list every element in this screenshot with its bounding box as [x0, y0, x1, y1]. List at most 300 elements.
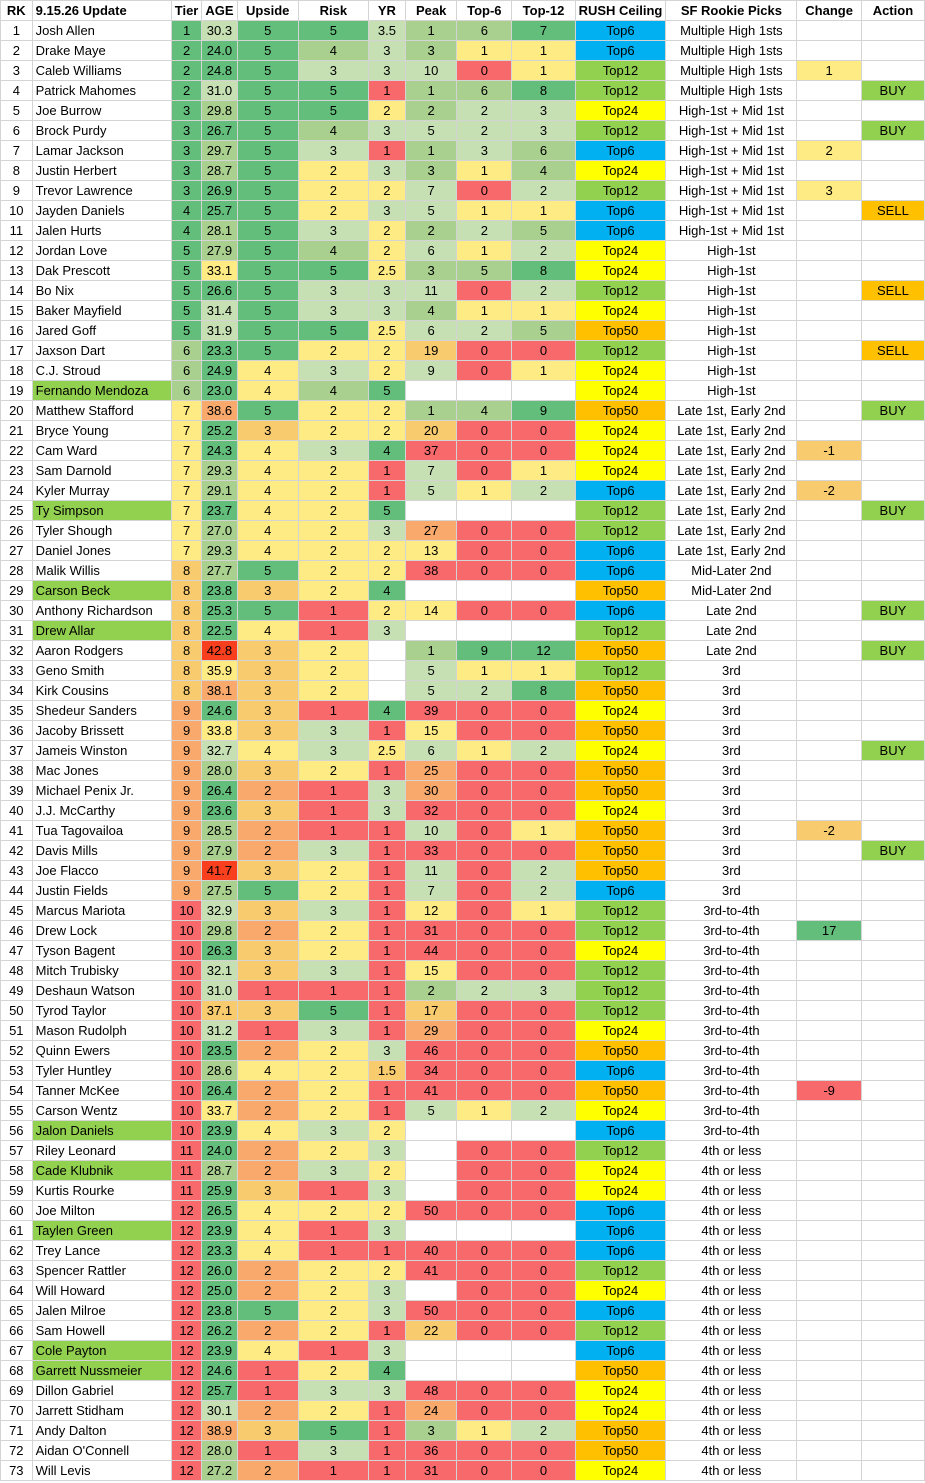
upside-cell[interactable]: 3 [237, 901, 298, 921]
player-name-cell[interactable]: Bo Nix [32, 281, 171, 301]
rk-cell[interactable]: 43 [1, 861, 33, 881]
risk-cell[interactable]: 2 [298, 1061, 368, 1081]
rk-cell[interactable]: 70 [1, 1401, 33, 1421]
age-cell[interactable]: 26.4 [202, 1081, 237, 1101]
action-cell[interactable] [861, 381, 924, 401]
risk-cell[interactable]: 2 [298, 1081, 368, 1101]
tier-cell[interactable]: 11 [171, 1161, 202, 1181]
change-cell[interactable] [797, 661, 861, 681]
peak-cell[interactable]: 30 [406, 781, 457, 801]
rush-ceiling-cell[interactable]: Top24 [575, 801, 666, 821]
sf-rookie-picks-cell[interactable]: Late 2nd [666, 601, 797, 621]
top12-cell[interactable] [512, 621, 575, 641]
yr-cell[interactable]: 1 [368, 1081, 405, 1101]
rk-cell[interactable]: 50 [1, 1001, 33, 1021]
rush-ceiling-cell[interactable]: Top24 [575, 241, 666, 261]
risk-cell[interactable]: 1 [298, 601, 368, 621]
rush-ceiling-cell[interactable]: Top6 [575, 21, 666, 41]
upside-cell[interactable]: 5 [237, 21, 298, 41]
yr-cell[interactable]: 4 [368, 701, 405, 721]
player-name-cell[interactable]: Brock Purdy [32, 121, 171, 141]
top12-cell[interactable] [512, 501, 575, 521]
age-cell[interactable]: 29.7 [202, 141, 237, 161]
peak-cell[interactable] [406, 1121, 457, 1141]
action-cell[interactable] [861, 301, 924, 321]
rush-ceiling-cell[interactable]: Top50 [575, 1081, 666, 1101]
age-cell[interactable]: 30.3 [202, 21, 237, 41]
change-cell[interactable] [797, 681, 861, 701]
peak-cell[interactable]: 24 [406, 1401, 457, 1421]
risk-cell[interactable]: 1 [298, 1221, 368, 1241]
tier-cell[interactable]: 10 [171, 1001, 202, 1021]
age-cell[interactable]: 29.8 [202, 101, 237, 121]
sf-rookie-picks-cell[interactable]: Late 1st, Early 2nd [666, 401, 797, 421]
age-cell[interactable]: 22.5 [202, 621, 237, 641]
risk-cell[interactable]: 4 [298, 241, 368, 261]
peak-cell[interactable]: 50 [406, 1301, 457, 1321]
age-cell[interactable]: 27.9 [202, 841, 237, 861]
upside-cell[interactable]: 3 [237, 1181, 298, 1201]
rush-ceiling-cell[interactable]: Top24 [575, 701, 666, 721]
risk-cell[interactable]: 2 [298, 481, 368, 501]
action-cell[interactable] [861, 1461, 924, 1481]
top6-cell[interactable] [457, 1361, 512, 1381]
tier-cell[interactable]: 9 [171, 781, 202, 801]
yr-cell[interactable]: 2 [368, 601, 405, 621]
peak-cell[interactable] [406, 381, 457, 401]
sf-rookie-picks-cell[interactable]: Multiple High 1sts [666, 41, 797, 61]
risk-cell[interactable]: 2 [298, 421, 368, 441]
top12-cell[interactable]: 0 [512, 1021, 575, 1041]
header-age[interactable]: AGE [202, 1, 237, 21]
top12-cell[interactable]: 1 [512, 201, 575, 221]
rk-cell[interactable]: 63 [1, 1261, 33, 1281]
header-change[interactable]: Change [797, 1, 861, 21]
tier-cell[interactable]: 4 [171, 201, 202, 221]
peak-cell[interactable] [406, 1161, 457, 1181]
risk-cell[interactable]: 3 [298, 361, 368, 381]
risk-cell[interactable]: 2 [298, 561, 368, 581]
rush-ceiling-cell[interactable]: Top50 [575, 761, 666, 781]
action-cell[interactable] [861, 221, 924, 241]
top12-cell[interactable]: 0 [512, 941, 575, 961]
rush-ceiling-cell[interactable]: Top6 [575, 1221, 666, 1241]
risk-cell[interactable]: 3 [298, 1021, 368, 1041]
risk-cell[interactable]: 2 [298, 521, 368, 541]
yr-cell[interactable]: 2 [368, 241, 405, 261]
peak-cell[interactable]: 6 [406, 241, 457, 261]
rush-ceiling-cell[interactable]: Top12 [575, 81, 666, 101]
change-cell[interactable] [797, 801, 861, 821]
sf-rookie-picks-cell[interactable]: Late 1st, Early 2nd [666, 521, 797, 541]
risk-cell[interactable]: 3 [298, 221, 368, 241]
change-cell[interactable] [797, 21, 861, 41]
tier-cell[interactable]: 12 [171, 1361, 202, 1381]
age-cell[interactable]: 23.0 [202, 381, 237, 401]
upside-cell[interactable]: 5 [237, 241, 298, 261]
sf-rookie-picks-cell[interactable]: 3rd-to-4th [666, 1001, 797, 1021]
risk-cell[interactable]: 1 [298, 1181, 368, 1201]
top6-cell[interactable]: 0 [457, 941, 512, 961]
yr-cell[interactable]: 2 [368, 541, 405, 561]
rush-ceiling-cell[interactable]: Top50 [575, 1041, 666, 1061]
yr-cell[interactable]: 2 [368, 1201, 405, 1221]
change-cell[interactable] [797, 461, 861, 481]
risk-cell[interactable]: 2 [298, 1361, 368, 1381]
upside-cell[interactable]: 4 [237, 1121, 298, 1141]
rush-ceiling-cell[interactable]: Top24 [575, 1101, 666, 1121]
tier-cell[interactable]: 8 [171, 681, 202, 701]
rk-cell[interactable]: 39 [1, 781, 33, 801]
risk-cell[interactable]: 3 [298, 441, 368, 461]
risk-cell[interactable]: 2 [298, 641, 368, 661]
rush-ceiling-cell[interactable]: Top50 [575, 1421, 666, 1441]
sf-rookie-picks-cell[interactable]: 4th or less [666, 1161, 797, 1181]
tier-cell[interactable]: 12 [171, 1461, 202, 1481]
tier-cell[interactable]: 12 [171, 1441, 202, 1461]
upside-cell[interactable]: 3 [237, 641, 298, 661]
tier-cell[interactable]: 12 [171, 1241, 202, 1261]
rush-ceiling-cell[interactable]: Top24 [575, 461, 666, 481]
action-cell[interactable] [861, 681, 924, 701]
age-cell[interactable]: 25.2 [202, 421, 237, 441]
change-cell[interactable] [797, 381, 861, 401]
rush-ceiling-cell[interactable]: Top12 [575, 341, 666, 361]
rush-ceiling-cell[interactable]: Top50 [575, 641, 666, 661]
action-cell[interactable] [861, 421, 924, 441]
top6-cell[interactable]: 0 [457, 601, 512, 621]
yr-cell[interactable]: 2 [368, 1121, 405, 1141]
yr-cell[interactable]: 2 [368, 1161, 405, 1181]
change-cell[interactable]: -9 [797, 1081, 861, 1101]
risk-cell[interactable]: 2 [298, 681, 368, 701]
rush-ceiling-cell[interactable]: Top24 [575, 1381, 666, 1401]
upside-cell[interactable]: 4 [237, 621, 298, 641]
peak-cell[interactable] [406, 1221, 457, 1241]
top6-cell[interactable] [457, 1221, 512, 1241]
tier-cell[interactable]: 10 [171, 1041, 202, 1061]
top6-cell[interactable]: 0 [457, 721, 512, 741]
change-cell[interactable] [797, 41, 861, 61]
top12-cell[interactable]: 12 [512, 641, 575, 661]
peak-cell[interactable] [406, 1181, 457, 1201]
top12-cell[interactable]: 0 [512, 441, 575, 461]
player-name-cell[interactable]: Will Levis [32, 1461, 171, 1481]
age-cell[interactable]: 24.8 [202, 61, 237, 81]
player-name-cell[interactable]: Sam Darnold [32, 461, 171, 481]
top12-cell[interactable]: 2 [512, 741, 575, 761]
rush-ceiling-cell[interactable]: Top12 [575, 521, 666, 541]
rush-ceiling-cell[interactable]: Top50 [575, 821, 666, 841]
yr-cell[interactable]: 3 [368, 1221, 405, 1241]
sf-rookie-picks-cell[interactable]: 3rd [666, 821, 797, 841]
yr-cell[interactable]: 1 [368, 1441, 405, 1461]
peak-cell[interactable]: 20 [406, 421, 457, 441]
yr-cell[interactable]: 1 [368, 821, 405, 841]
top12-cell[interactable]: 8 [512, 81, 575, 101]
change-cell[interactable] [797, 1121, 861, 1141]
sf-rookie-picks-cell[interactable]: High-1st + Mid 1st [666, 121, 797, 141]
age-cell[interactable]: 31.4 [202, 301, 237, 321]
yr-cell[interactable]: 3 [368, 201, 405, 221]
yr-cell[interactable]: 3 [368, 781, 405, 801]
upside-cell[interactable]: 3 [237, 721, 298, 741]
top12-cell[interactable] [512, 381, 575, 401]
top12-cell[interactable]: 2 [512, 241, 575, 261]
player-name-cell[interactable]: Baker Mayfield [32, 301, 171, 321]
peak-cell[interactable]: 46 [406, 1041, 457, 1061]
risk-cell[interactable]: 2 [298, 1261, 368, 1281]
yr-cell[interactable]: 1 [368, 981, 405, 1001]
age-cell[interactable]: 27.9 [202, 241, 237, 261]
age-cell[interactable]: 41.7 [202, 861, 237, 881]
change-cell[interactable] [797, 1401, 861, 1421]
sf-rookie-picks-cell[interactable]: 3rd-to-4th [666, 981, 797, 1001]
top6-cell[interactable]: 0 [457, 821, 512, 841]
header-sf-rookie-picks[interactable]: SF Rookie Picks [666, 1, 797, 21]
player-name-cell[interactable]: Tanner McKee [32, 1081, 171, 1101]
age-cell[interactable]: 32.9 [202, 901, 237, 921]
action-cell[interactable] [861, 1221, 924, 1241]
change-cell[interactable] [797, 881, 861, 901]
tier-cell[interactable]: 10 [171, 901, 202, 921]
yr-cell[interactable]: 3 [368, 161, 405, 181]
action-cell[interactable] [861, 1241, 924, 1261]
age-cell[interactable]: 23.9 [202, 1121, 237, 1141]
action-cell[interactable]: BUY [861, 641, 924, 661]
top12-cell[interactable]: 0 [512, 1241, 575, 1261]
risk-cell[interactable]: 2 [298, 661, 368, 681]
rk-cell[interactable]: 27 [1, 541, 33, 561]
action-cell[interactable] [861, 801, 924, 821]
action-cell[interactable] [861, 1021, 924, 1041]
player-name-cell[interactable]: Taylen Green [32, 1221, 171, 1241]
risk-cell[interactable]: 3 [298, 1121, 368, 1141]
upside-cell[interactable]: 5 [237, 61, 298, 81]
top6-cell[interactable]: 1 [457, 661, 512, 681]
sf-rookie-picks-cell[interactable]: Late 1st, Early 2nd [666, 421, 797, 441]
sf-rookie-picks-cell[interactable]: High-1st + Mid 1st [666, 181, 797, 201]
player-name-cell[interactable]: Drew Allar [32, 621, 171, 641]
age-cell[interactable]: 31.9 [202, 321, 237, 341]
upside-cell[interactable]: 4 [237, 1341, 298, 1361]
sf-rookie-picks-cell[interactable]: 4th or less [666, 1301, 797, 1321]
rk-cell[interactable]: 69 [1, 1381, 33, 1401]
top6-cell[interactable]: 0 [457, 461, 512, 481]
rush-ceiling-cell[interactable]: Top6 [575, 1341, 666, 1361]
top6-cell[interactable] [457, 381, 512, 401]
change-cell[interactable] [797, 121, 861, 141]
risk-cell[interactable]: 2 [298, 581, 368, 601]
action-cell[interactable] [861, 361, 924, 381]
top12-cell[interactable]: 1 [512, 461, 575, 481]
rk-cell[interactable]: 17 [1, 341, 33, 361]
yr-cell[interactable]: 1 [368, 1021, 405, 1041]
tier-cell[interactable]: 8 [171, 641, 202, 661]
yr-cell[interactable]: 1 [368, 761, 405, 781]
peak-cell[interactable]: 13 [406, 541, 457, 561]
rk-cell[interactable]: 11 [1, 221, 33, 241]
action-cell[interactable] [861, 441, 924, 461]
rk-cell[interactable]: 19 [1, 381, 33, 401]
action-cell[interactable]: BUY [861, 121, 924, 141]
top6-cell[interactable] [457, 1341, 512, 1361]
age-cell[interactable]: 23.3 [202, 1241, 237, 1261]
sf-rookie-picks-cell[interactable]: 3rd [666, 781, 797, 801]
age-cell[interactable]: 23.8 [202, 1301, 237, 1321]
change-cell[interactable] [797, 281, 861, 301]
upside-cell[interactable]: 1 [237, 1361, 298, 1381]
yr-cell[interactable]: 1 [368, 941, 405, 961]
age-cell[interactable]: 33.7 [202, 1101, 237, 1121]
player-name-cell[interactable]: Dillon Gabriel [32, 1381, 171, 1401]
tier-cell[interactable]: 11 [171, 1141, 202, 1161]
upside-cell[interactable]: 3 [237, 1421, 298, 1441]
sf-rookie-picks-cell[interactable]: 4th or less [666, 1261, 797, 1281]
sf-rookie-picks-cell[interactable]: 3rd-to-4th [666, 1041, 797, 1061]
top6-cell[interactable]: 0 [457, 61, 512, 81]
tier-cell[interactable]: 9 [171, 741, 202, 761]
yr-cell[interactable] [368, 661, 405, 681]
rk-cell[interactable]: 25 [1, 501, 33, 521]
top6-cell[interactable]: 0 [457, 1261, 512, 1281]
tier-cell[interactable]: 7 [171, 461, 202, 481]
change-cell[interactable] [797, 1181, 861, 1201]
age-cell[interactable]: 24.6 [202, 701, 237, 721]
sf-rookie-picks-cell[interactable]: Mid-Later 2nd [666, 561, 797, 581]
risk-cell[interactable]: 2 [298, 401, 368, 421]
rush-ceiling-cell[interactable]: Top6 [575, 481, 666, 501]
top12-cell[interactable]: 0 [512, 801, 575, 821]
tier-cell[interactable]: 5 [171, 321, 202, 341]
action-cell[interactable] [861, 821, 924, 841]
upside-cell[interactable]: 3 [237, 1001, 298, 1021]
top12-cell[interactable]: 0 [512, 341, 575, 361]
change-cell[interactable] [797, 701, 861, 721]
risk-cell[interactable]: 3 [298, 1441, 368, 1461]
rk-cell[interactable]: 66 [1, 1321, 33, 1341]
upside-cell[interactable]: 5 [237, 201, 298, 221]
rk-cell[interactable]: 20 [1, 401, 33, 421]
action-cell[interactable] [861, 461, 924, 481]
action-cell[interactable] [861, 1001, 924, 1021]
player-name-cell[interactable]: Bryce Young [32, 421, 171, 441]
rk-cell[interactable]: 64 [1, 1281, 33, 1301]
change-cell[interactable] [797, 941, 861, 961]
top6-cell[interactable]: 2 [457, 981, 512, 1001]
yr-cell[interactable]: 3 [368, 521, 405, 541]
sf-rookie-picks-cell[interactable]: 3rd-to-4th [666, 1081, 797, 1101]
age-cell[interactable]: 23.5 [202, 1041, 237, 1061]
rk-cell[interactable]: 3 [1, 61, 33, 81]
rk-cell[interactable]: 29 [1, 581, 33, 601]
peak-cell[interactable]: 39 [406, 701, 457, 721]
top6-cell[interactable]: 1 [457, 161, 512, 181]
action-cell[interactable] [861, 1141, 924, 1161]
sf-rookie-picks-cell[interactable]: High-1st [666, 301, 797, 321]
upside-cell[interactable]: 4 [237, 381, 298, 401]
player-name-cell[interactable]: Lamar Jackson [32, 141, 171, 161]
header-update[interactable]: 9.15.26 Update [32, 1, 171, 21]
change-cell[interactable] [797, 201, 861, 221]
sf-rookie-picks-cell[interactable]: 3rd-to-4th [666, 1061, 797, 1081]
player-name-cell[interactable]: Josh Allen [32, 21, 171, 41]
age-cell[interactable]: 23.8 [202, 581, 237, 601]
action-cell[interactable] [861, 61, 924, 81]
action-cell[interactable] [861, 1301, 924, 1321]
rush-ceiling-cell[interactable]: Top12 [575, 661, 666, 681]
age-cell[interactable]: 26.5 [202, 1201, 237, 1221]
upside-cell[interactable]: 3 [237, 961, 298, 981]
tier-cell[interactable]: 12 [171, 1301, 202, 1321]
rush-ceiling-cell[interactable]: Top24 [575, 1281, 666, 1301]
sf-rookie-picks-cell[interactable]: High-1st + Mid 1st [666, 221, 797, 241]
change-cell[interactable] [797, 981, 861, 1001]
yr-cell[interactable]: 2.5 [368, 261, 405, 281]
top12-cell[interactable]: 1 [512, 61, 575, 81]
yr-cell[interactable]: 3 [368, 801, 405, 821]
yr-cell[interactable]: 2 [368, 181, 405, 201]
upside-cell[interactable]: 4 [237, 541, 298, 561]
risk-cell[interactable]: 2 [298, 861, 368, 881]
upside-cell[interactable]: 5 [237, 221, 298, 241]
player-name-cell[interactable]: Caleb Williams [32, 61, 171, 81]
age-cell[interactable]: 26.0 [202, 1261, 237, 1281]
action-cell[interactable] [861, 881, 924, 901]
rk-cell[interactable]: 65 [1, 1301, 33, 1321]
rush-ceiling-cell[interactable]: Top6 [575, 1241, 666, 1261]
change-cell[interactable]: 1 [797, 61, 861, 81]
player-name-cell[interactable]: Joe Milton [32, 1201, 171, 1221]
rk-cell[interactable]: 56 [1, 1121, 33, 1141]
peak-cell[interactable]: 29 [406, 1021, 457, 1041]
player-name-cell[interactable]: Cam Ward [32, 441, 171, 461]
top12-cell[interactable]: 2 [512, 1101, 575, 1121]
change-cell[interactable] [797, 1461, 861, 1481]
rk-cell[interactable]: 30 [1, 601, 33, 621]
risk-cell[interactable]: 3 [298, 841, 368, 861]
top12-cell[interactable]: 0 [512, 1301, 575, 1321]
top6-cell[interactable]: 0 [457, 1461, 512, 1481]
tier-cell[interactable]: 5 [171, 281, 202, 301]
risk-cell[interactable]: 2 [298, 1041, 368, 1061]
player-name-cell[interactable]: Jameis Winston [32, 741, 171, 761]
change-cell[interactable] [797, 301, 861, 321]
age-cell[interactable]: 27.7 [202, 561, 237, 581]
tier-cell[interactable]: 8 [171, 581, 202, 601]
header-top12[interactable]: Top-12 [512, 1, 575, 21]
player-name-cell[interactable]: Jayden Daniels [32, 201, 171, 221]
tier-cell[interactable]: 9 [171, 821, 202, 841]
tier-cell[interactable]: 12 [171, 1261, 202, 1281]
change-cell[interactable] [797, 641, 861, 661]
top12-cell[interactable] [512, 1361, 575, 1381]
top6-cell[interactable]: 0 [457, 861, 512, 881]
change-cell[interactable] [797, 861, 861, 881]
header-peak[interactable]: Peak [406, 1, 457, 21]
rk-cell[interactable]: 59 [1, 1181, 33, 1201]
change-cell[interactable] [797, 81, 861, 101]
age-cell[interactable]: 27.5 [202, 881, 237, 901]
action-cell[interactable] [861, 721, 924, 741]
change-cell[interactable] [797, 1041, 861, 1061]
sf-rookie-picks-cell[interactable]: 3rd [666, 681, 797, 701]
yr-cell[interactable]: 2 [368, 421, 405, 441]
top12-cell[interactable]: 0 [512, 781, 575, 801]
peak-cell[interactable]: 5 [406, 121, 457, 141]
top12-cell[interactable]: 2 [512, 281, 575, 301]
rk-cell[interactable]: 42 [1, 841, 33, 861]
